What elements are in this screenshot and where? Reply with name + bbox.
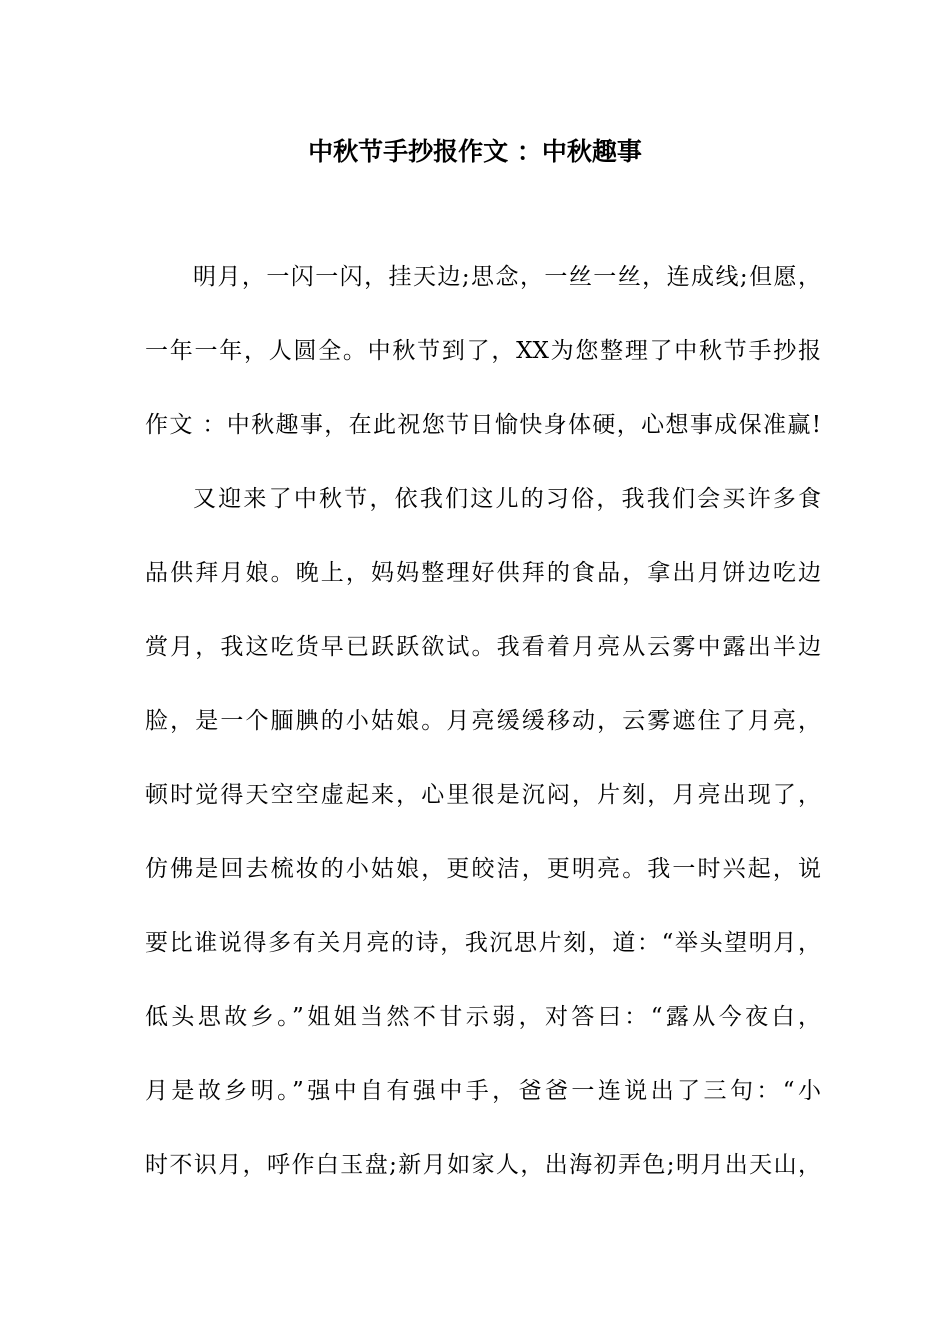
body-line-7: 脸，是一个腼腆的小姑娘。月亮缓缓移动，云雾遮住了月亮， <box>145 708 821 734</box>
body-line-12: 月是故乡明。”强中自有强中手，爸爸一连说出了三句：“小 <box>145 1078 821 1104</box>
body-line-6: 赏月，我这吃货早已跃跃欲试。我看着月亮从云雾中露出半边 <box>145 634 821 660</box>
body-line-11: 低头思故乡。”姐姐当然不甘示弱，对答曰：“露从今夜白， <box>145 1004 821 1030</box>
body-line-1: 明月，一闪一闪，挂天边;思念，一丝一丝，连成线;但愿， <box>193 264 821 290</box>
body-line-5: 品供拜月娘。晚上，妈妈整理好供拜的食品，拿出月饼边吃边 <box>145 560 821 586</box>
body-line-10: 要比谁说得多有关月亮的诗，我沉思片刻，道：“举头望明月， <box>145 930 821 956</box>
body-line-4: 又迎来了中秋节，依我们这儿的习俗，我我们会买许多食 <box>193 486 821 512</box>
body-line-2: 一年一年，人圆全。中秋节到了，XX为您整理了中秋节手抄报 <box>145 338 821 364</box>
body-line-13: 时不识月，呼作白玉盘;新月如家人，出海初弄色;明月出天山， <box>145 1152 821 1178</box>
body-line-9: 仿佛是回去梳妆的小姑娘，更皎洁，更明亮。我一时兴起，说 <box>145 856 821 882</box>
body-line-3: 作文 ：中秋趣事，在此祝您节日愉快身体硬，心想事成保准赢! <box>145 412 821 438</box>
body-line-8: 顿时觉得天空空虚起来，心里很是沉闷，片刻，月亮出现了， <box>145 782 821 808</box>
document-body <box>145 255 821 1217</box>
document-title: 中秋节手抄报作文 ：中秋趣事 <box>308 137 642 166</box>
